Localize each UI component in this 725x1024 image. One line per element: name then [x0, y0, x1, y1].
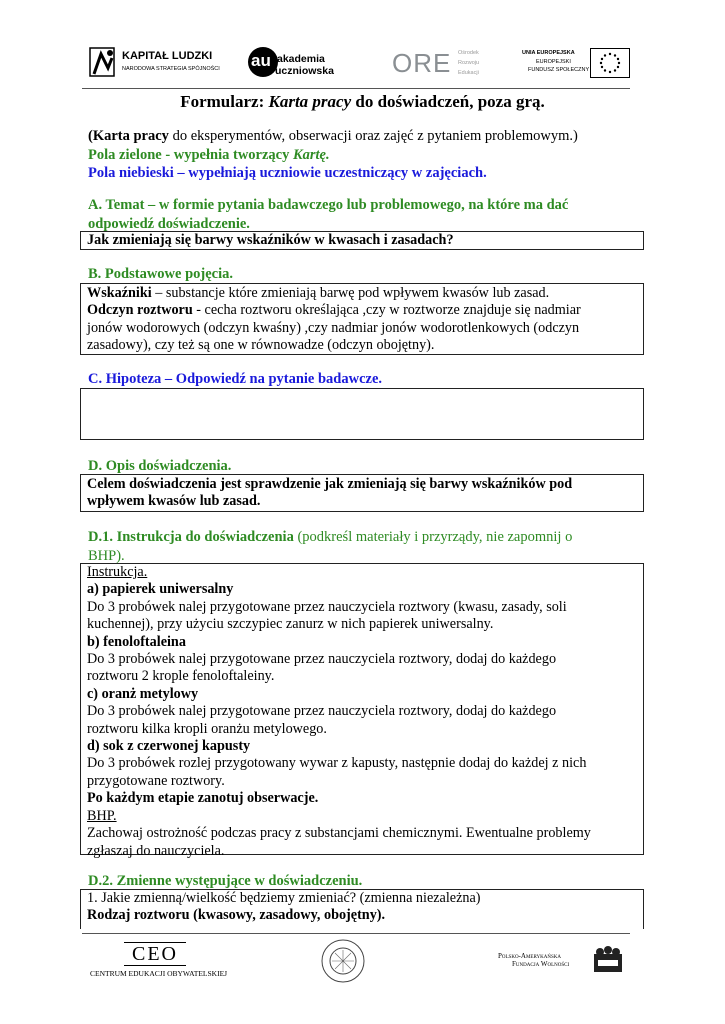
section-d1-box[interactable]: Instrukcja. a) papierek uniwersalny Do 3 probówek nalej przygotowane przez nauczyciela roztwory (kwasu, zasady, soli kuchennej), przy użyciu szczypiec zanurz w nich papierek uniwersalny. b) fenoloftaleina Do 3 probówek nalej przygotowane przez nauczyciela roztwory, dodaj do każdego roztworu 2 krople fenoloftaleiny. c) oranż metylowy Do 3 probówek nalej przygotowane przez nauczyciela roztwory, dodaj do każdego roztworu kilka kropli oranżu metylowego. d) sok z czerwonej kapusty Do 3 probówek rozlej przygotowany wywar z kapusty, następnie dodaj do każdej z nich przygotowane roztwory. Po każdym etapie zanotuj obserwacje. BHP. Zachowaj ostrożność podczas pracy z substancjami chemicznymi. Ewentualne problemy zgłaszaj do nauczyciela. [80, 563, 644, 855]
section-a-box[interactable] [80, 231, 644, 250]
header-divider [82, 88, 630, 89]
seal-icon [320, 938, 366, 984]
section-b-line-3: jonów wodorowych (odczyn kwaśny) ,czy nadmiar jonów wodorotlenkowych (odczyn [87, 319, 580, 336]
ore-mark: ORE [392, 48, 452, 78]
page-title: Formularz: Karta pracy do doświadczeń, poza grą. [180, 92, 545, 111]
ore-logo [392, 48, 492, 84]
step-d-title: d) sok z czerwonej kapusty [87, 738, 251, 755]
section-a-heading: A. Temat – w formie pytania badawczego lub problemowego, na które ma dać odpowiedź doświadczenie. [88, 197, 569, 232]
step-a-title: a) papierek uniwersalny [87, 581, 234, 598]
instruction-label: Instrukcja. [87, 564, 148, 580]
pafw-icon [592, 946, 626, 976]
akademia-logo [247, 46, 357, 82]
section-b-line-2: Odczyn roztworu - cecha roztworu określająca ,czy w roztworze znajduje się nadmiar [87, 302, 581, 319]
ore-side-3: Edukacji [458, 70, 479, 76]
ore-side-2: Rozwoju [458, 60, 480, 66]
section-d2-heading: D.2. Zmienne występujące w doświadczeniu. [88, 873, 363, 889]
hypothesis-input[interactable] [80, 388, 644, 440]
section-d-heading: D. Opis doświadczenia. [88, 458, 232, 474]
intro [88, 127, 578, 183]
kapital-ludzki-subtitle: NARODOWA STRATEGIA SPÓJNOŚCI [122, 66, 220, 72]
header-logos [82, 40, 630, 86]
section-b-line-4: zasadowy), czy też są one w równowadze (odczyn obojętny). [87, 337, 435, 354]
ceo-mark: CEO [124, 942, 186, 966]
ceo-logo [90, 942, 228, 982]
section-b-line-1: Wskaźniki – substancje które zmieniają barwę pod wpływem kwasów lub zasad. [87, 285, 550, 301]
intro-line-1: (Karta pracy do eksperymentów, obserwacji oraz zajęć z pytaniem problemowym.) [88, 128, 578, 144]
footer-divider [82, 933, 630, 934]
section-c-heading: C. Hipoteza – Odpowiedź na pytanie badawcze. [88, 371, 383, 387]
pafw-line1: Polsko-Amerykańska [498, 952, 561, 960]
section-b-box[interactable] [80, 283, 644, 355]
section-d2-box[interactable]: 1. Jakie zmienną/wielkość będziemy zmieniać? (zmienna niezależna) Rodzaj roztworu (kwasowy, zasadowy, obojętny). [80, 889, 644, 929]
ue-line1: UNIA EUROPEJSKA [522, 50, 575, 56]
footer-logos [82, 938, 630, 988]
kapital-ludzki-logo [88, 46, 218, 82]
kapital-ludzki-icon [88, 46, 118, 82]
ore-side-1: Ośrodek [458, 50, 479, 56]
step-c-title: c) oranż metylowy [87, 685, 199, 702]
section-d1-heading: D.1. Instrukcja do doświadczenia (podkreśl materiały i przyrządy, nie zapomnij o BHP). [88, 529, 573, 564]
akademia-mark: au [251, 51, 271, 70]
observation-note: Po każdym etapie zanotuj obserwacje. [87, 790, 319, 807]
section-d-box[interactable]: Celem doświadczenia jest sprawdzenie jak zmieniają się barwy wskaźników pod wpływem kwasów lub zasad. [80, 474, 644, 512]
ceo-name: CENTRUM EDUKACJI OBYWATELSKIEJ [90, 969, 228, 978]
ue-line2: EUROPEJSKI [536, 59, 571, 65]
step-b-title: b) fenoloftaleina [87, 633, 186, 650]
bhp-label: BHP. [87, 807, 117, 824]
intro-blue-line: Pola niebieski – wypełniają uczniowie uczestniczący w zajęciach. [88, 165, 487, 181]
section-a-content: Jak zmieniają się barwy wskaźników w kwasach i zasadach? [87, 232, 454, 248]
pafw-logo [498, 952, 630, 982]
ue-logo [522, 48, 630, 84]
intro-green-line: Pola zielone - wypełnia tworzący Kartę. [88, 146, 330, 163]
kapital-ludzki-title: KAPITAŁ LUDZKI [122, 50, 213, 62]
ue-line3: FUNDUSZ SPOŁECZNY [528, 67, 590, 73]
akademia-line2: uczniowska [275, 65, 334, 77]
section-b-heading: B. Podstawowe pojęcia. [88, 266, 233, 282]
eu-flag-icon [590, 48, 630, 78]
akademia-line1: akademia [277, 53, 325, 65]
pafw-line2: Fundacja Wolności [512, 960, 570, 968]
